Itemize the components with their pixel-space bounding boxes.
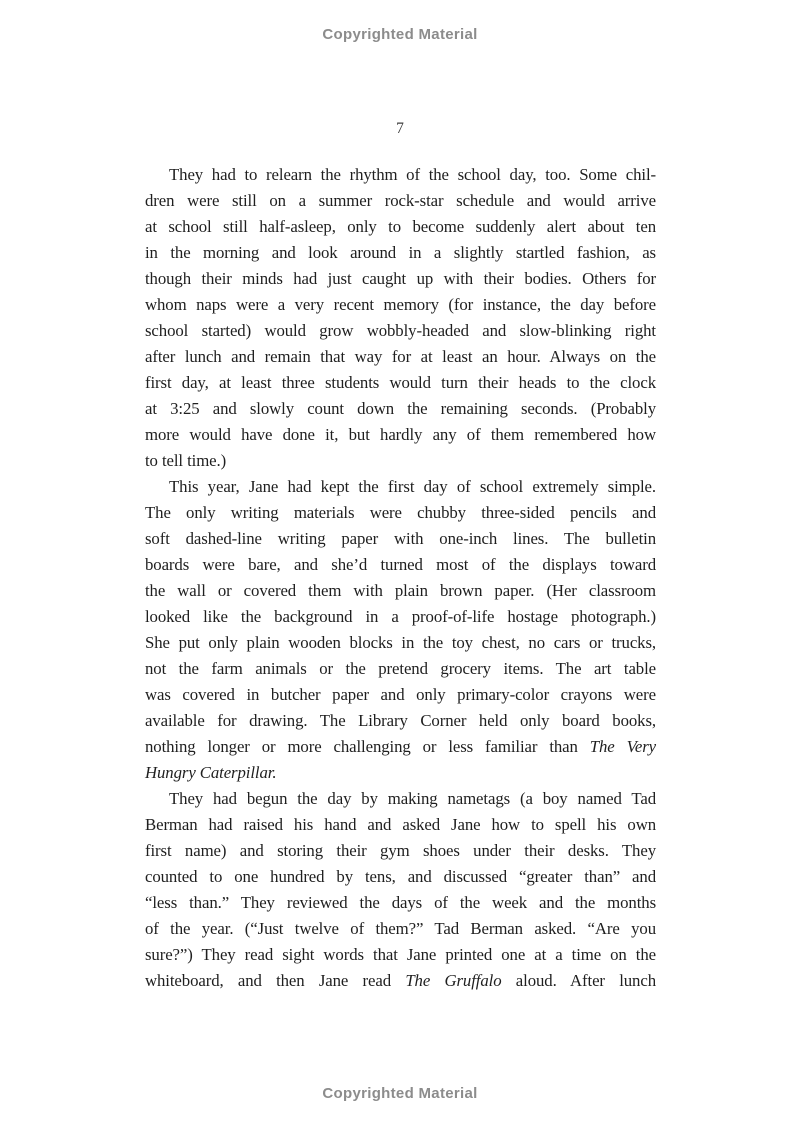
text-segment: at school still half-asleep, only to become suddenly alert about ten bbox=[145, 217, 656, 236]
text-line bbox=[145, 578, 656, 604]
text-segment: whom naps were a very recent memory (for instance, the day before bbox=[145, 295, 656, 314]
text-segment: counted to one hundred by tens, and discussed “greater than” and bbox=[145, 867, 656, 886]
text-line bbox=[145, 396, 656, 422]
text-segment: She put only plain wooden blocks in the toy chest, no cars or trucks, bbox=[145, 633, 656, 652]
text-segment: available for drawing. The Library Corner held only board books, bbox=[145, 711, 656, 730]
text-line bbox=[145, 318, 656, 344]
italic-text-segment: The Gruffalo bbox=[405, 971, 502, 990]
text-line bbox=[145, 890, 656, 916]
text-segment: school started) would grow wobbly-headed and slow-blinking right bbox=[145, 321, 656, 340]
text-segment: in the morning and look around in a slightly startled fashion, as bbox=[145, 243, 656, 262]
text-segment: though their minds had just caught up with their bodies. Others for bbox=[145, 269, 656, 288]
text-line bbox=[145, 786, 656, 812]
text-segment: boards were bare, and she’d turned most of the displays toward bbox=[145, 555, 656, 574]
text-line bbox=[145, 422, 656, 448]
text-segment: after lunch and remain that way for at least an hour. Always on the bbox=[145, 347, 656, 366]
text-line bbox=[145, 292, 656, 318]
text-line bbox=[145, 500, 656, 526]
text-line bbox=[145, 240, 656, 266]
text-line bbox=[145, 916, 656, 942]
text-segment: first name) and storing their gym shoes under their desks. They bbox=[145, 841, 656, 860]
text-line bbox=[145, 370, 656, 396]
text-line bbox=[145, 552, 656, 578]
text-segment: was covered in butcher paper and only primary-color crayons were bbox=[145, 685, 656, 704]
text-line bbox=[145, 604, 656, 630]
text-line bbox=[145, 708, 656, 734]
text-line bbox=[145, 214, 656, 240]
text-segment: “less than.” They reviewed the days of the week and the months bbox=[145, 893, 656, 912]
text-segment: more would have done it, but hardly any of them remembered how bbox=[145, 425, 656, 444]
text-segment: whiteboard, and then Jane read bbox=[145, 971, 406, 990]
text-line bbox=[145, 630, 656, 656]
text-segment: dren were still on a summer rock-star schedule and would arrive bbox=[145, 191, 656, 210]
italic-text-segment: The Very bbox=[589, 737, 656, 756]
text-block bbox=[145, 162, 656, 994]
text-line bbox=[145, 188, 656, 214]
text-line bbox=[145, 968, 656, 994]
text-line bbox=[145, 812, 656, 838]
italic-text-segment: Hungry Caterpillar. bbox=[145, 763, 277, 782]
text-line bbox=[145, 682, 656, 708]
text-line bbox=[145, 864, 656, 890]
text-line bbox=[145, 760, 656, 786]
text-segment: soft dashed-line writing paper with one-inch lines. The bulletin bbox=[145, 529, 656, 548]
text-segment: not the farm animals or the pretend grocery items. The art table bbox=[145, 659, 656, 678]
text-segment: the wall or covered them with plain brown paper. (Her classroom bbox=[145, 581, 656, 600]
text-line bbox=[145, 448, 656, 474]
text-line bbox=[145, 266, 656, 292]
text-segment: Berman had raised his hand and asked Jane how to spell his own bbox=[145, 815, 656, 834]
text-segment: looked like the background in a proof-of-life hostage photograph.) bbox=[145, 607, 656, 626]
text-line bbox=[145, 734, 656, 760]
text-segment: of the year. (“Just twelve of them?” Tad Berman asked. “Are you bbox=[145, 919, 656, 938]
copyright-notice-top: Copyrighted Material bbox=[322, 26, 478, 43]
text-segment: nothing longer or more challenging or less familiar than bbox=[145, 737, 590, 756]
text-segment: This year, Jane had kept the first day of school extremely simple. bbox=[169, 477, 656, 496]
text-segment: They had to relearn the rhythm of the school day, too. Some chil- bbox=[169, 165, 656, 184]
text-segment: to tell time.) bbox=[145, 451, 227, 470]
text-line bbox=[145, 838, 656, 864]
text-segment: first day, at least three students would turn their heads to the clock bbox=[145, 373, 656, 392]
text-line bbox=[145, 656, 656, 682]
text-line bbox=[145, 344, 656, 370]
text-segment: They had begun the day by making nametags (a boy named Tad bbox=[169, 789, 656, 808]
text-line bbox=[145, 474, 656, 500]
text-segment: sure?”) They read sight words that Jane printed one at a time on the bbox=[145, 945, 656, 964]
text-segment: at 3:25 and slowly count down the remaining seconds. (Probably bbox=[145, 399, 656, 418]
text-line bbox=[145, 526, 656, 552]
text-segment: aloud. After lunch bbox=[501, 971, 656, 990]
text-line bbox=[145, 942, 656, 968]
page-number: 7 bbox=[396, 120, 404, 137]
text-segment: The only writing materials were chubby three-sided pencils and bbox=[145, 503, 656, 522]
copyright-notice-bottom: Copyrighted Material bbox=[322, 1085, 478, 1102]
text-line bbox=[145, 162, 656, 188]
